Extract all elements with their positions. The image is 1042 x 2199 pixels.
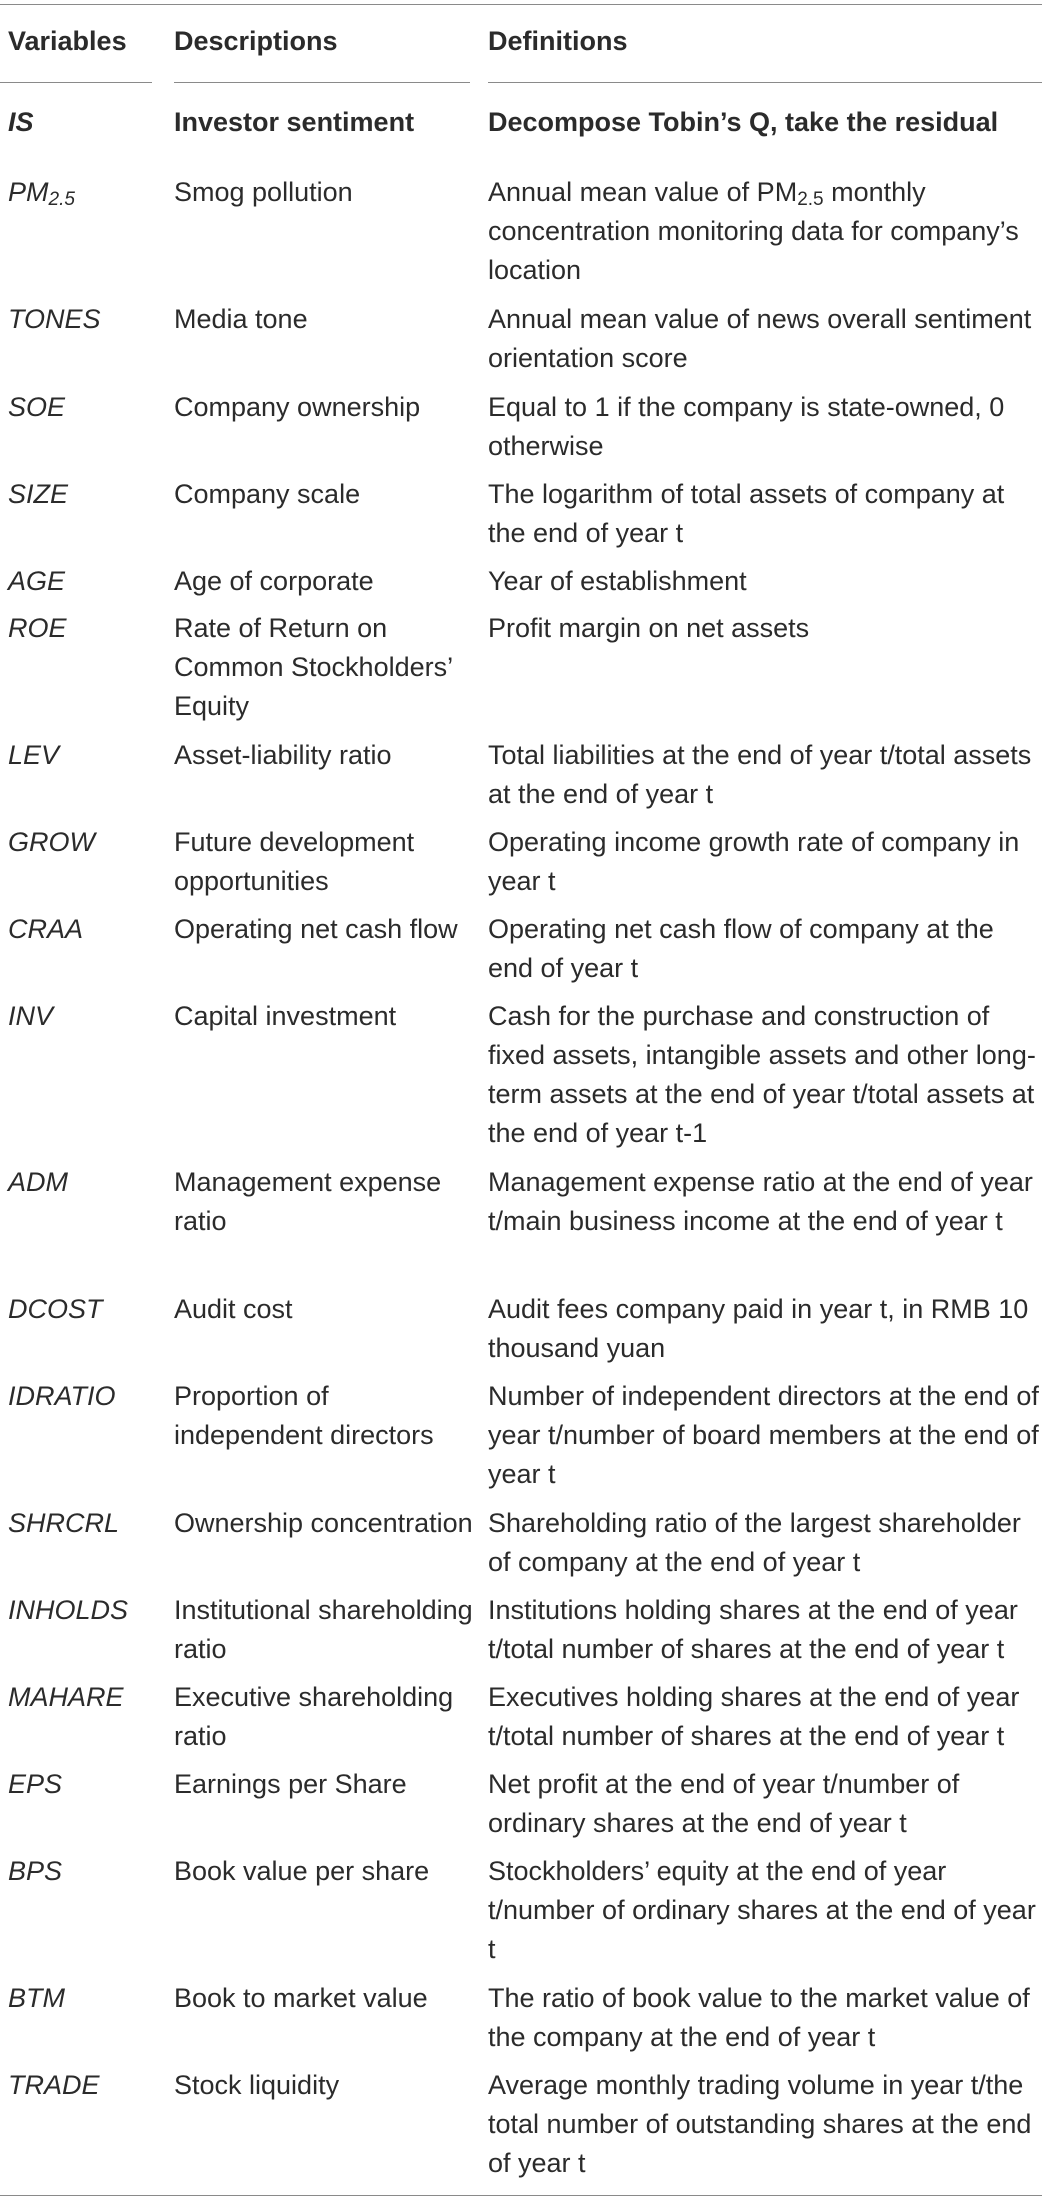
variable-description: Capital investment [174,1001,397,1031]
variable-definition: Average monthly trading volume in year t/the total number of outstanding shares at the end of year t [488,2070,1032,2178]
variable-name: SOE [8,392,66,422]
variable-description: Institutional shareholding ratio [174,1595,473,1664]
variable-name: SHRCRL [8,1508,120,1538]
variable-name: TRADE [8,2070,100,2100]
variable-name: ROE [8,613,67,643]
variable-definition: The logarithm of total assets of company at the end of year t [488,479,1005,548]
variable-definition: Annual mean value of news overall sentiment orientation score [488,304,1032,373]
variable-description: Media tone [174,304,308,334]
variable-description: Stock liquidity [174,2070,340,2100]
header-definitions: Definitions [488,26,628,56]
variable-description: Book to market value [174,1983,428,2013]
variable-definition: Institutions holding shares at the end of year t/total number of shares at the end of year t [488,1595,1018,1664]
variable-definition: Year of establishment [488,566,747,596]
variable-description: Company scale [174,479,361,509]
variable-definition: Operating net cash flow of company at the end of year t [488,914,994,983]
header-rule-variables [0,82,152,83]
variable-name: INV [8,1001,54,1031]
variable-definition: Stockholders’ equity at the end of year t/number of ordinary shares at the end of year t [488,1856,1036,1964]
variable-description: Future development opportunities [174,827,415,896]
variable-description: Asset-liability ratio [174,740,392,770]
variable-description: Book value per share [174,1856,430,1886]
variable-name: LEV [8,740,60,770]
variable-description: Company ownership [174,392,421,422]
variable-description: Executive shareholding ratio [174,1682,454,1751]
variable-definition: Cash for the purchase and construction of fixed assets, intangible assets and other long-term assets at the end of year t/total assets at the end of year t-1 [488,1001,1036,1148]
definition-part-a: Annual mean value of PM [488,177,798,207]
variable-name: BTM [8,1983,65,2013]
variable-definition: Decompose Tobin’s Q, take the residual [488,107,999,137]
variable-definition: The ratio of book value to the market value of the company at the end of year t [488,1983,1030,2052]
variable-name: CRAA [8,914,84,944]
variable-description: Earnings per Share [174,1769,407,1799]
variable-name-subscript: 2.5 [48,189,75,210]
variable-definition: Executives holding shares at the end of year t/total number of shares at the end of year t [488,1682,1020,1751]
definition-part-b: monthly concentration monitoring data for company’s location [488,177,1019,285]
variable-description: Rate of Return on Common Stockholders’ Equity [174,613,453,721]
header-variables: Variables [8,26,127,56]
table-header [0,0,1042,82]
variable-definition: Net profit at the end of year t/number of ordinary shares at the end of year t [488,1769,960,1838]
variable-description: Audit cost [174,1294,293,1324]
variable-name-main: PM [8,177,49,207]
definition-subscript: 2.5 [797,189,824,210]
variable-description: Operating net cash flow [174,914,458,944]
variable-name: SIZE [8,479,69,509]
variable-name: TONES [8,304,101,334]
variable-definition: Equal to 1 if the company is state-owned, 0 otherwise [488,392,1005,461]
variable-description: Smog pollution [174,177,353,207]
variable-name: INHOLDS [8,1595,129,1625]
header-rule-definitions [488,82,1042,83]
variable-name: BPS [8,1856,63,1886]
variable-definition: Shareholding ratio of the largest shareholder of company at the end of year t [488,1508,1021,1577]
bottom-rule [0,2195,1042,2196]
variable-definition: Number of independent directors at the end of year t/number of board members at the end of year t [488,1381,1039,1489]
variable-definition [488,173,1040,290]
variable-name: MAHARE [8,1682,124,1712]
variable-description: Investor sentiment [174,107,415,137]
variable-description: Ownership concentration [174,1508,473,1538]
variable-definition: Management expense ratio at the end of year t/main business income at the end of year t [488,1167,1033,1236]
variable-definition: Total liabilities at the end of year t/total assets at the end of year t [488,740,1032,809]
variable-name: GROW [8,827,95,857]
variable-name: EPS [8,1769,63,1799]
variable-name: IDRATIO [8,1381,116,1411]
variable-name: DCOST [8,1294,103,1324]
variable-definition: Operating income growth rate of company in year t [488,827,1020,896]
variable-description: Age of corporate [174,566,374,596]
variable-description: Proportion of independent directors [174,1381,434,1450]
variable-definition: Audit fees company paid in year t, in RMB 10 thousand yuan [488,1294,1029,1363]
variable-definition: Profit margin on net assets [488,613,810,643]
variable-description: Management expense ratio [174,1167,442,1236]
variable-name: AGE [8,566,66,596]
header-descriptions: Descriptions [174,26,338,56]
header-rule-descriptions [174,82,470,83]
variable-name: ADM [8,1167,68,1197]
variable-name: IS [8,107,34,137]
variable-name [8,173,158,212]
